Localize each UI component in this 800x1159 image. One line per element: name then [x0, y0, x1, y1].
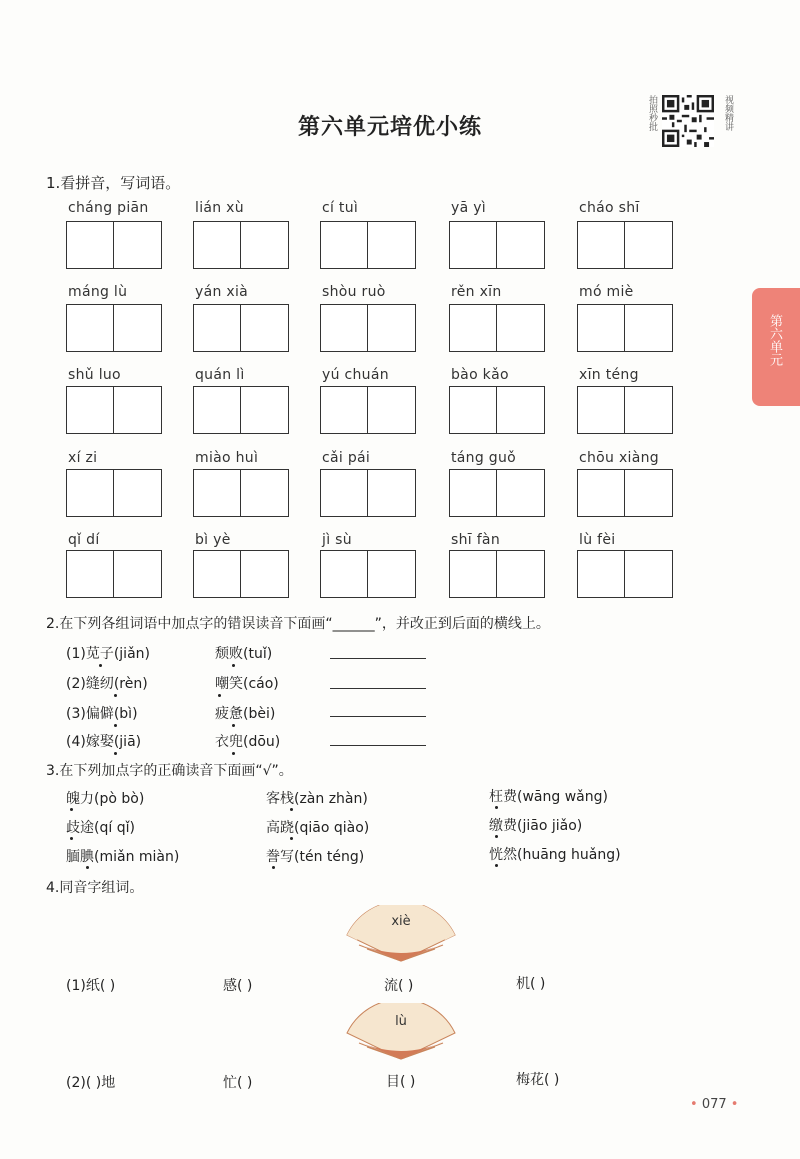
pinyin-label: bào kǎo [451, 367, 509, 383]
pinyin-label: cháng piān [68, 200, 149, 216]
emphasis-dot [290, 808, 293, 811]
q4-row1-item: 感( ) [223, 978, 253, 994]
pinyin-label: shǔ luo [68, 367, 121, 383]
q4-row1-item: 机( ) [516, 976, 546, 992]
writing-box[interactable] [193, 550, 289, 598]
emphasis-dot [114, 694, 117, 697]
fan-icon [345, 905, 457, 963]
q3-item: 腼腆(miǎn miàn) [66, 849, 180, 865]
q2-answer-line-2[interactable] [330, 688, 426, 689]
writing-box[interactable] [449, 304, 545, 352]
pinyin-label: jì sù [322, 532, 352, 548]
writing-box[interactable] [577, 304, 673, 352]
q2-item-4-b: 衣兜(dōu) [215, 734, 281, 750]
emphasis-dot [86, 866, 89, 869]
emphasis-dot [114, 752, 117, 755]
emphasis-dot [290, 837, 293, 840]
q1-heading: 1.看拼音，写词语。 [46, 174, 181, 192]
writing-box[interactable] [320, 550, 416, 598]
q2-item-2-a: (2)缝纫(rèn) [66, 676, 148, 692]
pinyin-label: cǎi pái [322, 450, 371, 466]
q4-row1-item: 流( ) [384, 978, 414, 994]
bullet-icon: • [730, 1097, 739, 1112]
q3-item: 歧途(qí qǐ) [66, 820, 135, 836]
emphasis-dot [495, 806, 498, 809]
q2-item-1-b: 颓败(tuǐ) [215, 646, 273, 662]
pinyin-label: xīn téng [579, 367, 639, 383]
q4-row1-item: (1)纸( ) [66, 978, 116, 994]
pinyin-label: shī fàn [451, 532, 500, 548]
q4-row2-item: 忙( ) [223, 1075, 253, 1091]
pinyin-label: yā yì [451, 200, 486, 216]
emphasis-dot [70, 808, 73, 811]
q3-item: 魄力(pò bò) [66, 791, 145, 807]
writing-box[interactable] [66, 386, 162, 434]
q3-heading: 3.在下列加点字的正确读音下面画“√”。 [46, 763, 293, 779]
pinyin-label: rěn xīn [451, 284, 502, 300]
q2-item-1-a: (1)苋子(jiǎn) [66, 646, 150, 662]
emphasis-dot [70, 837, 73, 840]
writing-box[interactable] [66, 550, 162, 598]
pinyin-label: miào huì [195, 450, 259, 466]
writing-box[interactable] [320, 386, 416, 434]
qr-right-label: 视频精讲 [723, 95, 733, 131]
writing-box[interactable] [577, 550, 673, 598]
pinyin-label: bì yè [195, 532, 231, 548]
writing-box[interactable] [449, 469, 545, 517]
qr-code-icon[interactable] [662, 95, 714, 147]
writing-box[interactable] [449, 221, 545, 269]
emphasis-dot [495, 864, 498, 867]
emphasis-dot [232, 752, 235, 755]
writing-box[interactable] [449, 386, 545, 434]
qr-left-label: 拍照秒批 [647, 95, 657, 131]
pinyin-label: qǐ dí [68, 532, 100, 548]
qr-code-panel[interactable] [645, 95, 740, 153]
page-title: 第六单元培优小练 [297, 115, 482, 140]
page-number: • 077 • [690, 1097, 739, 1112]
writing-box[interactable] [320, 304, 416, 352]
writing-box[interactable] [193, 221, 289, 269]
writing-box[interactable] [193, 469, 289, 517]
emphasis-dot [99, 664, 102, 667]
pinyin-label: xí zi [68, 450, 98, 466]
writing-box[interactable] [66, 304, 162, 352]
writing-box[interactable] [577, 386, 673, 434]
writing-box[interactable] [577, 221, 673, 269]
q4-row2-item: 目( ) [386, 1074, 416, 1090]
fan-icon [345, 1003, 457, 1061]
pinyin-label: quán lì [195, 367, 245, 383]
emphasis-dot [495, 835, 498, 838]
bullet-icon: • [690, 1097, 698, 1112]
q3-item: 枉费(wāng wǎng) [489, 789, 608, 805]
pinyin-label: mó miè [579, 284, 634, 300]
emphasis-dot [232, 664, 235, 667]
q3-item: 高跷(qiāo qiào) [266, 820, 370, 836]
pinyin-label: shòu ruò [322, 284, 386, 300]
fan-2-pinyin: lù [395, 1014, 407, 1029]
pinyin-label: cí tuì [322, 200, 359, 216]
emphasis-dot [272, 866, 275, 869]
q3-item: 誊写(tén téng) [266, 849, 365, 865]
writing-box[interactable] [449, 550, 545, 598]
pinyin-label: cháo shī [579, 200, 640, 216]
pinyin-label: chōu xiàng [579, 450, 659, 466]
pinyin-label: lián xù [195, 200, 244, 216]
q2-answer-line-1[interactable] [330, 658, 426, 659]
fan-1-pinyin: xiè [391, 914, 411, 929]
q3-item: 恍然(huāng huǎng) [489, 847, 621, 863]
writing-box[interactable] [66, 469, 162, 517]
q3-item: 缴费(jiāo jiǎo) [489, 818, 583, 834]
q2-answer-line-3[interactable] [330, 716, 426, 717]
writing-box[interactable] [193, 304, 289, 352]
writing-box[interactable] [577, 469, 673, 517]
pinyin-label: yú chuán [322, 367, 389, 383]
writing-box[interactable] [66, 221, 162, 269]
emphasis-dot [114, 724, 117, 727]
writing-box[interactable] [320, 221, 416, 269]
q4-heading: 4.同音字组词。 [46, 880, 144, 896]
emphasis-dot [232, 724, 235, 727]
writing-box[interactable] [193, 386, 289, 434]
q4-row2-item: 梅花( ) [516, 1072, 560, 1088]
pinyin-label: táng guǒ [451, 450, 517, 466]
q2-item-2-b: 嘲笑(cáo) [215, 676, 279, 692]
unit-side-tab[interactable] [752, 288, 800, 406]
unit-side-tab-label: 第六单元 [767, 314, 782, 366]
pinyin-label: lù fèi [579, 532, 616, 548]
q3-item: 客栈(zàn zhàn) [266, 791, 368, 807]
pinyin-label: máng lù [68, 284, 128, 300]
writing-box[interactable] [320, 469, 416, 517]
q2-answer-line-4[interactable] [330, 745, 426, 746]
emphasis-dot [218, 694, 221, 697]
q2-item-3-b: 疲惫(bèi) [215, 706, 276, 722]
q2-item-4-a: (4)嫁娶(jiā) [66, 734, 142, 750]
q2-item-3-a: (3)偏僻(bì) [66, 706, 138, 722]
q2-heading: 2.在下列各组词语中加点字的错误读音下面画“______”，并改正到后面的横线上。 [46, 616, 550, 632]
q4-row2-item: (2)( )地 [66, 1075, 116, 1091]
pinyin-label: yán xià [195, 284, 249, 300]
